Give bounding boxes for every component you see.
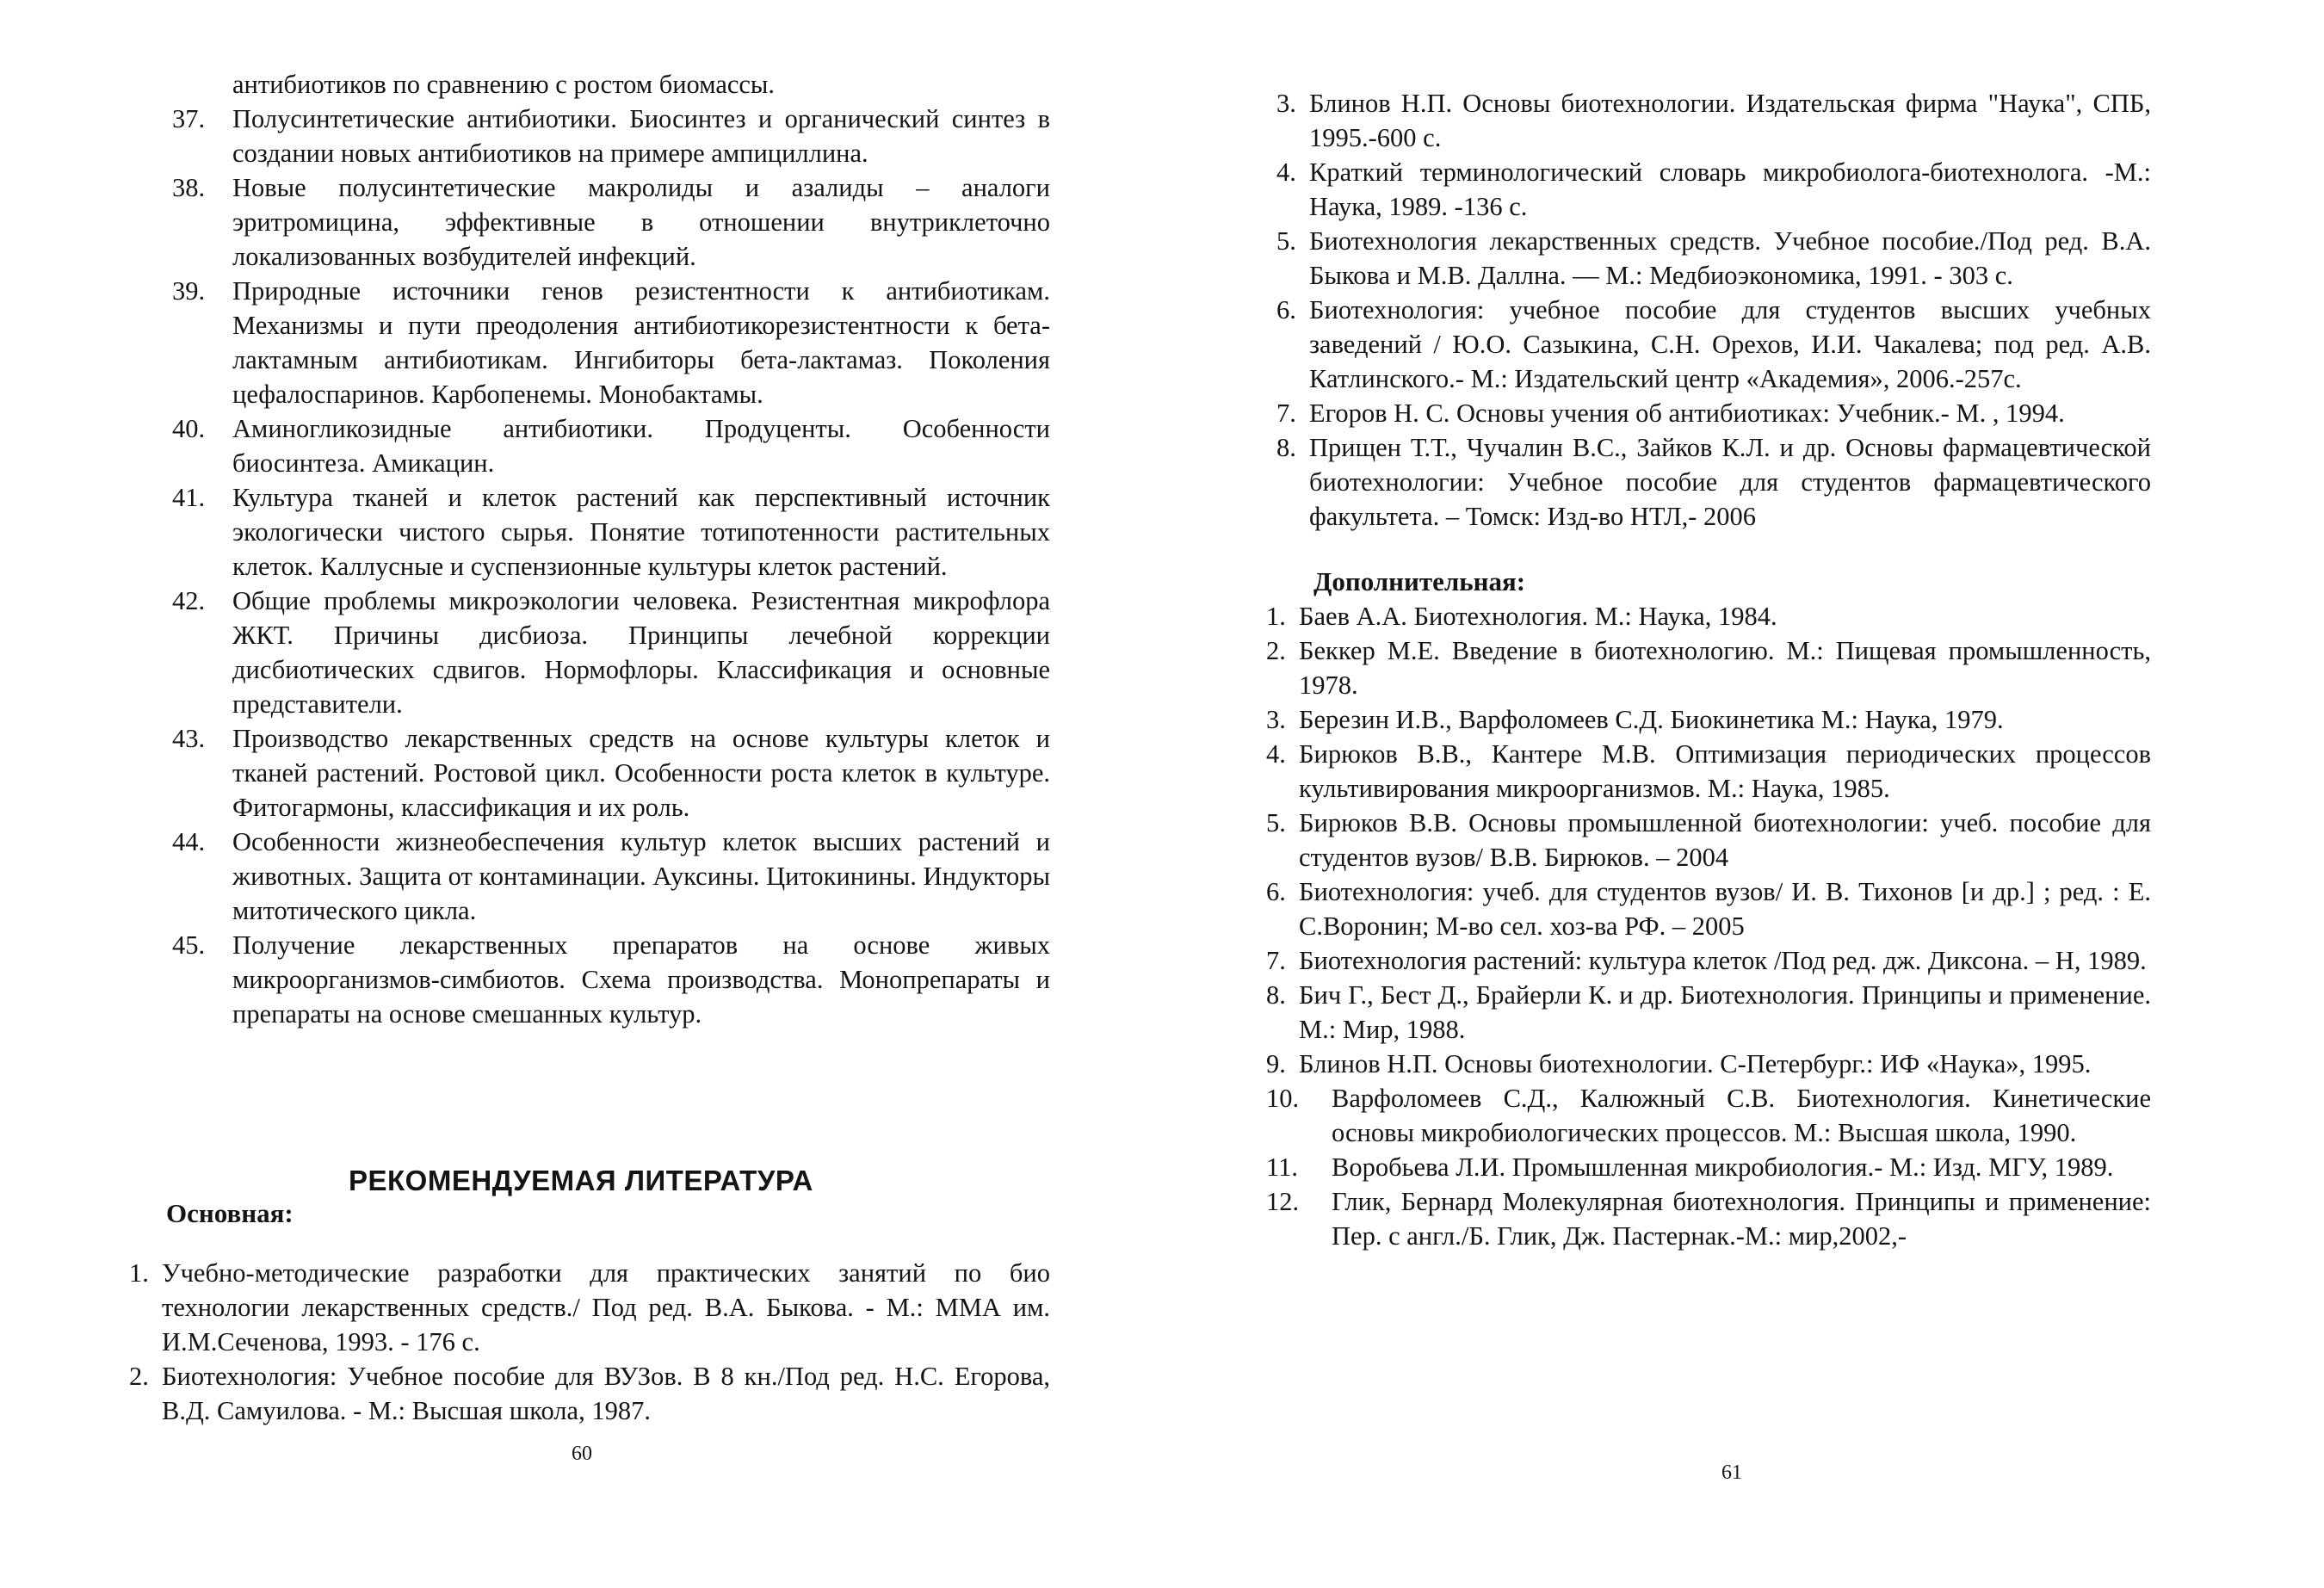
question-number: 44. — [172, 827, 206, 856]
additional-literature-heading: Дополнительная: — [1313, 566, 1526, 596]
reference-column — [1266, 86, 2151, 1253]
reference-item — [1276, 155, 2151, 224]
reference-number: 2. — [1266, 636, 1286, 665]
reference-text: Биотехнология: Учебное пособие для ВУЗов. В 8 кн./Под ред. Н.С. Егорова, В.Д. Самуилова. - М.: Высшая школа, 1987. — [162, 1362, 1050, 1425]
reference-item — [1276, 86, 2151, 155]
additional-reference-list — [1266, 599, 2151, 1253]
question-number: 41. — [172, 483, 206, 512]
reference-number: 9. — [1266, 1049, 1286, 1078]
reference-text: Бирюков В.В., Кантере М.В. Оптимизация периодических процессов культивирования микроорганизмов. М.: Наука, 1985. — [1299, 739, 2151, 803]
reference-number: 5. — [1266, 808, 1286, 837]
right-page — [1162, 0, 2324, 1588]
reference-number: 11. — [1266, 1152, 1298, 1182]
question-text: Полусинтетические антибиотики. Биосинтез и органический синтез в создании новых антибиотиков на примере ампициллина. — [232, 104, 1050, 168]
reference-number: 8. — [1276, 433, 1296, 462]
question-item — [172, 584, 1050, 721]
reference-text: Бич Г., Бест Д., Брайерли К. и др. Биотехнология. Принципы и применение. М.: Мир, 1988. — [1299, 980, 2151, 1044]
question-list — [172, 67, 1050, 1031]
question-item — [172, 928, 1050, 1031]
reference-item — [1266, 978, 2151, 1047]
reference-text: Блинов Н.П. Основы биотехнологии. С-Петербург.: ИФ «Наука», 1995. — [1299, 1049, 2092, 1078]
question-item — [172, 411, 1050, 480]
reference-text: Краткий терминологический словарь микробиолога-биотехнолога. -М.: Наука, 1989. -136 с. — [1309, 158, 2151, 221]
reference-number: 6. — [1266, 877, 1286, 906]
reference-item — [1266, 874, 2151, 943]
question-text: Общие проблемы микроэкологии человека. Резистентная микрофлора ЖКТ. Причины дисбиоза. Принципы лечебной коррекции дисбиотических сдвигов. Нормофлоры. Классификация и основные представители. — [232, 586, 1050, 719]
question-text: Культура тканей и клеток растений как перспективный источник экологически чистого сырья. Понятие тотипотенности растительных клеток. Каллусные и суспензионные культуры клеток растений. — [232, 483, 1050, 581]
reference-item — [1276, 396, 2151, 430]
reference-number: 7. — [1266, 946, 1286, 975]
question-number: 45. — [172, 930, 206, 960]
main-literature-heading: Основная: — [166, 1198, 294, 1228]
question-text: Получение лекарственных препаратов на основе живых микроорганизмов-симбиотов. Схема производства. Монопрепараты и препараты на основе смешанных культур. — [232, 930, 1050, 1029]
reference-text: Учебно-методические разработки для практических занятий по био технологии лекарственных средств./ Под ред. В.А. Быкова. - М.: ММА им. И.М.Сеченова, 1993. - 176 с. — [162, 1258, 1050, 1356]
reference-number: 6. — [1276, 295, 1296, 324]
reference-item — [129, 1359, 1050, 1428]
reference-number: 12. — [1266, 1187, 1300, 1216]
section-title: РЕКОМЕНДУЕМАЯ ЛИТЕРАТУРА — [349, 1165, 813, 1196]
reference-item — [129, 1256, 1050, 1359]
reference-item — [1266, 1081, 2151, 1150]
question-item — [172, 170, 1050, 274]
reference-number: 2. — [129, 1362, 149, 1391]
reference-item — [1276, 224, 2151, 293]
reference-number: 4. — [1276, 158, 1296, 187]
question-text: Новые полусинтетические макролиды и азалиды – аналоги эритромицина, эффективные в отношении внутриклеточно локализованных возбудителей инфекций. — [232, 173, 1050, 271]
reference-text: Блинов Н.П. Основы биотехнологии. Издательская фирма "Наука", СПБ, 1995.-600 с. — [1309, 89, 2151, 152]
reference-text: Варфоломеев С.Д., Калюжный С.В. Биотехнология. Кинетические основы микробиологических процессов. М.: Высшая школа, 1990. — [1332, 1084, 2151, 1147]
reference-item — [1266, 702, 2151, 737]
question-number: 37. — [172, 104, 206, 133]
question-item — [172, 721, 1050, 825]
question-text: Особенности жизнеобеспечения культур клеток высших растений и животных. Защита от контаминации. Ауксины. Цитокинины. Индукторы митотического цикла. — [232, 827, 1050, 925]
question-item — [172, 102, 1050, 170]
reference-text: Бирюков В.В. Основы промышленной биотехнологии: учеб. пособие для студентов вузов/ В.В. Бирюков. – 2004 — [1299, 808, 2151, 872]
reference-number: 10. — [1266, 1084, 1300, 1113]
reference-text: Биотехнология: учебное пособие для студентов высших учебных заведений / Ю.О. Сазыкина, С.Н. Орехов, И.И. Чакалева; под ред. А.В. Катлинского.- М.: Издательский центр «Академия», 2006.-257с. — [1309, 295, 2151, 393]
reference-item — [1276, 430, 2151, 534]
question-item — [172, 480, 1050, 584]
reference-item — [1266, 737, 2151, 806]
reference-number: 8. — [1266, 980, 1286, 1010]
main-reference-list — [129, 1256, 1050, 1428]
question-text: Производство лекарственных средств на основе культуры клеток и тканей растений. Ростовой цикл. Особенности роста клеток в культуре. Фитогармоны, классификация и их роль. — [232, 724, 1050, 822]
reference-number: 3. — [1276, 89, 1296, 118]
reference-text: Биотехнология лекарственных средств. Учебное пособие./Под ред. В.А. Быкова и М.В. Даллна. — М.: Медбиоэкономика, 1991. - 303 с. — [1309, 226, 2151, 290]
reference-item — [1266, 1184, 2151, 1253]
reference-text: Глик, Бернард Молекулярная биотехнология. Принципы и применение: Пер. с англ./Б. Глик, Дж. Пастернак.-М.: мир,2002,- — [1332, 1187, 2151, 1251]
reference-item — [1266, 599, 2151, 633]
reference-text: Биотехнология: учеб. для студентов вузов/ И. В. Тихонов [и др.] ; ред. : Е. С.Воронин; М-во сел. хоз-ва РФ. – 2005 — [1299, 877, 2151, 941]
reference-text: Баев А.А. Биотехнология. М.: Наука, 1984. — [1299, 602, 1777, 631]
question-number: 40. — [172, 414, 206, 443]
question-number: 38. — [172, 173, 206, 202]
reference-item — [1266, 1047, 2151, 1081]
question-number: 43. — [172, 724, 206, 753]
reference-text: Егоров Н. С. Основы учения об антибиотиках: Учебник.- М. , 1994. — [1309, 399, 2065, 428]
reference-number: 5. — [1276, 226, 1296, 256]
reference-text: Прищен Т.Т., Чучалин В.С., Зайков К.Л. и др. Основы фармацевтической биотехнологии: Учебное пособие для студентов фармацевтического факультета. – Томск: Изд-во НТЛ,- 2006 — [1309, 433, 2151, 531]
reference-number: 4. — [1266, 739, 1286, 769]
reference-number: 7. — [1276, 399, 1296, 428]
question-item — [172, 274, 1050, 411]
question-number: 42. — [172, 586, 206, 615]
reference-item — [1266, 943, 2151, 978]
question-item — [172, 825, 1050, 928]
reference-text: Воробьева Л.И. Промышленная микробиология.- М.: Изд. МГУ, 1989. — [1332, 1152, 2114, 1182]
continuation-line: антибиотиков по сравнению с ростом биомассы. — [232, 70, 776, 99]
page-number: 61 — [1721, 1461, 1742, 1484]
question-number: 39. — [172, 276, 206, 306]
reference-number: 1. — [1266, 602, 1286, 631]
reference-text: Биотехнология растений: культура клеток /Под ред. дж. Диксона. – Н, 1989. — [1299, 946, 2147, 975]
question-text: Аминогликозидные антибиотики. Продуценты. Особенности биосинтеза. Амикацин. — [232, 414, 1050, 478]
reference-item — [1266, 1150, 2151, 1184]
page-number: 60 — [572, 1443, 592, 1465]
reference-text: Беккер М.Е. Введение в биотехнологию. М.: Пищевая промышленность, 1978. — [1299, 636, 2151, 700]
reference-number: 3. — [1266, 705, 1286, 734]
question-text: Природные источники генов резистентности к антибиотикам. Механизмы и пути преодоления антибиотикорезистентности к бета-лактамным антибиотикам. Ингибиторы бета-лактамаз. Поколения цефалоспаринов. Карбопенемы. Монобактамы. — [232, 276, 1050, 409]
reference-number: 1. — [129, 1258, 149, 1288]
reference-item — [1276, 293, 2151, 396]
reference-text: Березин И.В., Варфоломеев С.Д. Биокинетика М.: Наука, 1979. — [1299, 705, 2004, 734]
reference-item — [1266, 633, 2151, 702]
reference-item — [1266, 806, 2151, 874]
